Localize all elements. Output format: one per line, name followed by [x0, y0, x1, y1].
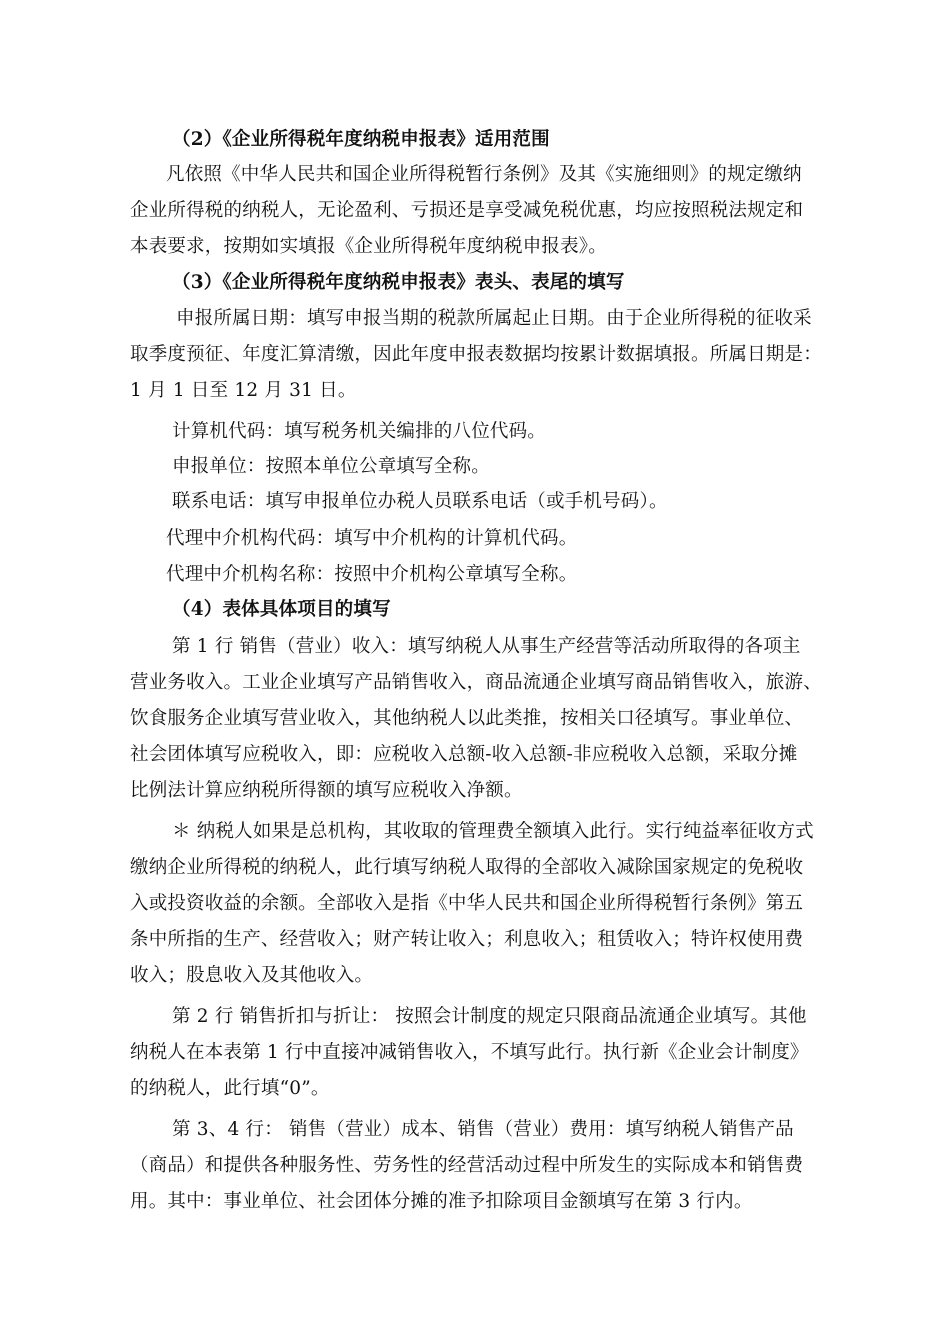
paragraph-line: 代理中介机构代码：填写中介机构的计算机代码。 — [166, 528, 578, 549]
paragraph-line: ＊ 纳税人如果是总机构，其收取的管理费全额填入此行。实行纯益率征收方式 — [172, 821, 814, 842]
paragraph-line: 比例法计算应纳税所得额的填写应税收入净额。 — [130, 780, 523, 801]
paragraph-line: 本表要求，按期如实填报《企业所得税年度纳税申报表》。 — [130, 236, 607, 257]
heading-section-2: （2）《企业所得税年度纳税申报表》适用范围 — [172, 129, 550, 150]
paragraph-line: 条中所指的生产、经营收入；财产转让收入；利息收入；租赁收入；特许权使用费 — [130, 929, 804, 950]
paragraph-line: 第 2 行 销售折扣与折让： 按照会计制度的规定只限商品流通企业填写。其他 — [172, 1006, 807, 1027]
paragraph-line: 第 3、4 行： 销售（营业）成本、销售（营业）费用：填写纳税人销售产品 — [172, 1119, 794, 1140]
paragraph-line: 企业所得税的纳税人，无论盈利、亏损还是享受减免税优惠，均应按照税法规定和 — [130, 200, 804, 221]
paragraph-line: 用。其中：事业单位、社会团体分摊的准予扣除项目金额填写在第 3 行内。 — [130, 1191, 753, 1212]
paragraph-line: 凡依照《中华人民共和国企业所得税暂行条例》及其《实施细则》的规定缴纳 — [166, 164, 802, 185]
paragraph-line: 纳税人在本表第 1 行中直接冲减销售收入，不填写此行。执行新《企业会计制度》 — [130, 1042, 809, 1063]
paragraph-line: 营业务收入。工业企业填写产品销售收入，商品流通企业填写商品销售收入，旅游、 — [130, 672, 822, 693]
heading-section-3: （3）《企业所得税年度纳税申报表》表头、表尾的填写 — [172, 272, 625, 293]
paragraph-line: （商品）和提供各种服务性、劳务性的经营活动过程中所发生的实际成本和销售费 — [130, 1155, 804, 1176]
paragraph-line: 收入；股息收入及其他收入。 — [130, 965, 374, 986]
heading-section-4: （4）表体具体项目的填写 — [172, 599, 391, 620]
paragraph-line: 申报所属日期：填写申报当期的税款所属起止日期。由于企业所得税的征收采 — [176, 308, 812, 329]
paragraph-line: 1 月 1 日至 12 月 31 日。 — [130, 380, 357, 401]
paragraph-line: 取季度预征、年度汇算清缴，因此年度申报表数据均按累计数据填报。所属日期是： — [130, 344, 822, 365]
paragraph-line: 入或投资收益的余额。全部收入是指《中华人民共和国企业所得税暂行条例》第五 — [130, 893, 804, 914]
paragraph-line: 的纳税人，此行填“0”。 — [130, 1078, 330, 1099]
paragraph-line: 联系电话：填写申报单位办税人员联系电话（或手机号码）。 — [172, 491, 668, 512]
paragraph-line: 计算机代码：填写税务机关编排的八位代码。 — [172, 421, 547, 442]
paragraph-line: 饮食服务企业填写营业收入，其他纳税人以此类推，按相关口径填写。事业单位、 — [130, 708, 804, 729]
paragraph-line: 缴纳企业所得税的纳税人，此行填写纳税人取得的全部收入减除国家规定的免税收 — [130, 857, 804, 878]
paragraph-line: 社会团体填写应税收入，即：应税收入总额-收入总额-非应税收入总额，采取分摊 — [130, 744, 798, 765]
paragraph-line: 第 1 行 销售（营业）收入：填写纳税人从事生产经营等活动所取得的各项主 — [172, 636, 801, 657]
paragraph-line: 代理中介机构名称：按照中介机构公章填写全称。 — [166, 564, 578, 585]
paragraph-line: 申报单位：按照本单位公章填写全称。 — [172, 456, 490, 477]
